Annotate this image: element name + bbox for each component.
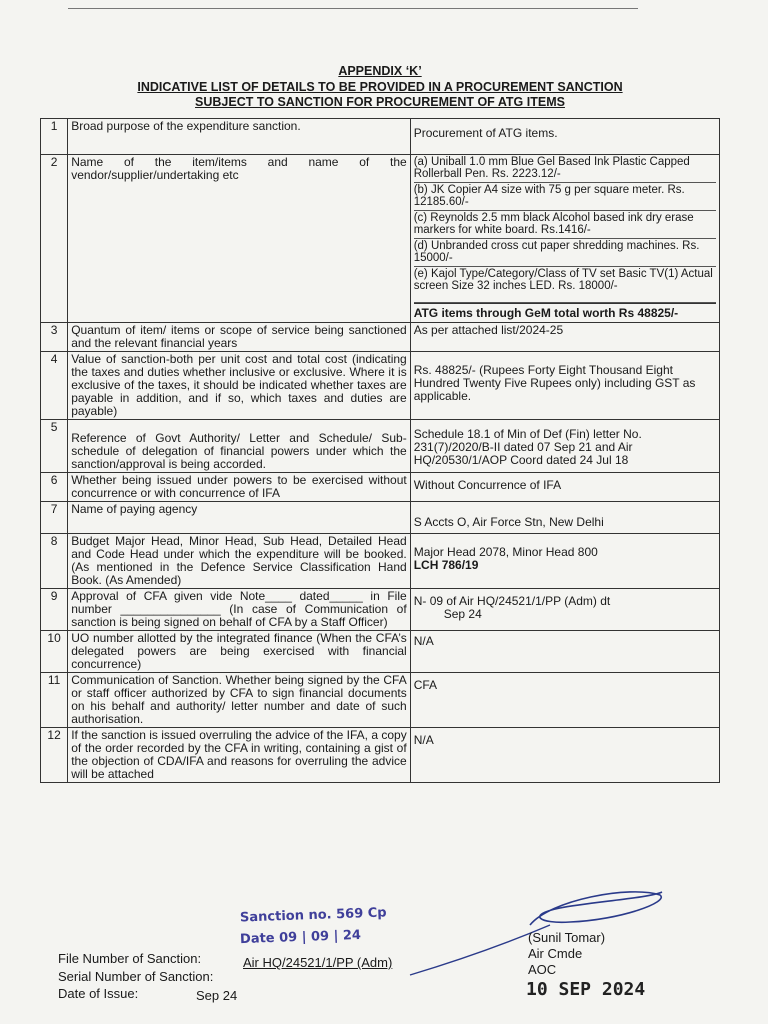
row-description: Whether being issued under powers to be exercised without concurrence or with concurrence of IFA (68, 473, 411, 502)
list-item: (c) Reynolds 2.5 mm black Alcohol based ink dry erase markers for white board. Rs.1416/- (414, 211, 716, 239)
row-description: Broad purpose of the expenditure sanction. (68, 119, 411, 155)
table-row (41, 534, 720, 589)
note-reference: N- 09 of Air HQ/24521/1/PP (Adm) dt (413, 594, 611, 608)
signatory-appointment: AOC (528, 962, 557, 977)
row-value: N/A (410, 728, 719, 783)
row-description: Reference of Govt Authority/ Letter and Schedule/ Sub-schedule of delegation of financial powers under which the sanction/approval is being accorded. (68, 420, 411, 473)
list-item: (b) JK Copier A4 size with 75 g per square meter. Rs. 12185.60/- (414, 183, 716, 211)
table-row (41, 589, 720, 631)
row-value: Without Concurrence of IFA (410, 473, 719, 502)
row-value: Procurement of ATG items. (410, 119, 719, 155)
table-row (41, 352, 720, 420)
date-stamp: 10 SEP 2024 (526, 979, 646, 1000)
appendix-title: APPENDIX ‘K’ (338, 64, 422, 78)
sanction-number-stamp: Sanction no. 569 Cp (239, 905, 387, 926)
row-number: 11 (41, 673, 68, 728)
row-number: 7 (41, 502, 68, 534)
row-value: S Accts O, Air Force Stn, New Delhi (410, 502, 719, 534)
row-number: 9 (41, 589, 68, 631)
row-value (410, 534, 719, 589)
row-description: Communication of Sanction. Whether being signed by the CFA or staff officer authorized by CFA to sign financial documents on his behalf and authority/ letter number and date of such authorisation. (68, 673, 411, 728)
list-item: (a) Uniball 1.0 mm Blue Gel Based Ink Plastic Capped Rollerball Pen. Rs. 2223.12/- (414, 155, 716, 183)
date-of-issue-label: Date of Issue: (58, 986, 139, 1001)
row-description: Budget Major Head, Minor Head, Sub Head, Detailed Head and Code Head under which the expenditure will be booked. (As mentioned in the Defence Service Classification Hand Book. (As Amended) (68, 534, 411, 589)
row-number: 12 (41, 728, 68, 783)
total-worth: ATG items through GeM total worth Rs 48825/- (414, 303, 716, 322)
subject-title: SUBJECT TO SANCTION FOR PROCUREMENT OF ATG ITEMS (195, 95, 565, 109)
table-row (41, 631, 720, 673)
table-row (41, 420, 720, 473)
row-number: 2 (41, 155, 68, 323)
table-row (41, 728, 720, 783)
sanction-details-table (40, 118, 720, 783)
sanction-date-stamp: Date 09 | 09 | 24 (239, 927, 362, 948)
row-number: 3 (41, 323, 68, 352)
row-description: Name of the item/items and name of the vendor/supplier/undertaking etc (68, 155, 411, 323)
row-value: Rs. 48825/- (Rupees Forty Eight Thousand Eight Hundred Twenty Five Rupees only) including GST as applicable. (410, 352, 719, 420)
row-value: CFA (410, 673, 719, 728)
file-number-value: Air HQ/24521/1/PP (Adm) (243, 955, 393, 970)
row-description: UO number allotted by the integrated finance (When the CFA’s delegated powers are being exercised with financial concurrence) (68, 631, 411, 673)
table-row (41, 673, 720, 728)
row-value: Schedule 18.1 of Min of Def (Fin) letter No. 231(7)/2020/B-II dated 07 Sep 21 and Air HQ/20530/1/AOP Coord dated 24 Jul 18 (410, 420, 719, 473)
signatory-name: (Sunil Tomar) (528, 930, 606, 945)
row-number: 1 (41, 119, 68, 155)
row-number: 8 (41, 534, 68, 589)
row-description: Name of paying agency (68, 502, 411, 534)
item-list-cell (410, 155, 719, 323)
serial-number-label: Serial Number of Sanction: (58, 969, 214, 984)
major-head-text: Major Head 2078, Minor Head 800 (413, 545, 598, 559)
row-number: 4 (41, 352, 68, 420)
row-number: 10 (41, 631, 68, 673)
file-number-label: File Number of Sanction: (58, 951, 202, 966)
row-description: Approval of CFA given vide Note____ dated_____ in File number _______________ (In case of Communication of sanction is being signed on behalf of CFA by a Staff Officer) (68, 589, 411, 631)
row-value: As per attached list/2024-25 (410, 323, 719, 352)
row-number: 5 (41, 420, 68, 473)
row-description: Quantum of item/ items or scope of service being sanctioned and the relevant financial years (68, 323, 411, 352)
row-value (410, 589, 719, 631)
list-title: INDICATIVE LIST OF DETAILS TO BE PROVIDED IN A PROCUREMENT SANCTION (137, 80, 623, 94)
code-head-text: LCH 786/19 (413, 558, 479, 572)
list-item: (d) Unbranded cross cut paper shredding machines. Rs. 15000/- (414, 239, 716, 267)
table-row (41, 502, 720, 534)
top-border-line (68, 8, 638, 9)
table-row (41, 155, 720, 323)
signatory-rank: Air Cmde (528, 946, 583, 961)
table-row (41, 119, 720, 155)
note-date: Sep 24 (443, 607, 482, 621)
row-number: 6 (41, 473, 68, 502)
row-value: N/A (410, 631, 719, 673)
table-row (41, 323, 720, 352)
row-description: If the sanction is issued overruling the advice of the IFA, a copy of the order recorded by the CFA in writing, containing a gist of the objection of CDA/IFA and reasons for overruling the advice will be attached (68, 728, 411, 783)
table-row (41, 473, 720, 502)
date-of-issue-value: Sep 24 (196, 988, 238, 1003)
list-item: (e) Kajol Type/Category/Class of TV set Basic TV(1) Actual screen Size 32 inches LED. Rs. 18000/- (414, 267, 716, 303)
row-description: Value of sanction-both per unit cost and total cost (indicating the taxes and duties whether inclusive or exclusive. Where it is exclusive of the taxes, it should be indicated whether taxes are payable in addition, and if so, which taxes and duties are payable) (68, 352, 411, 420)
